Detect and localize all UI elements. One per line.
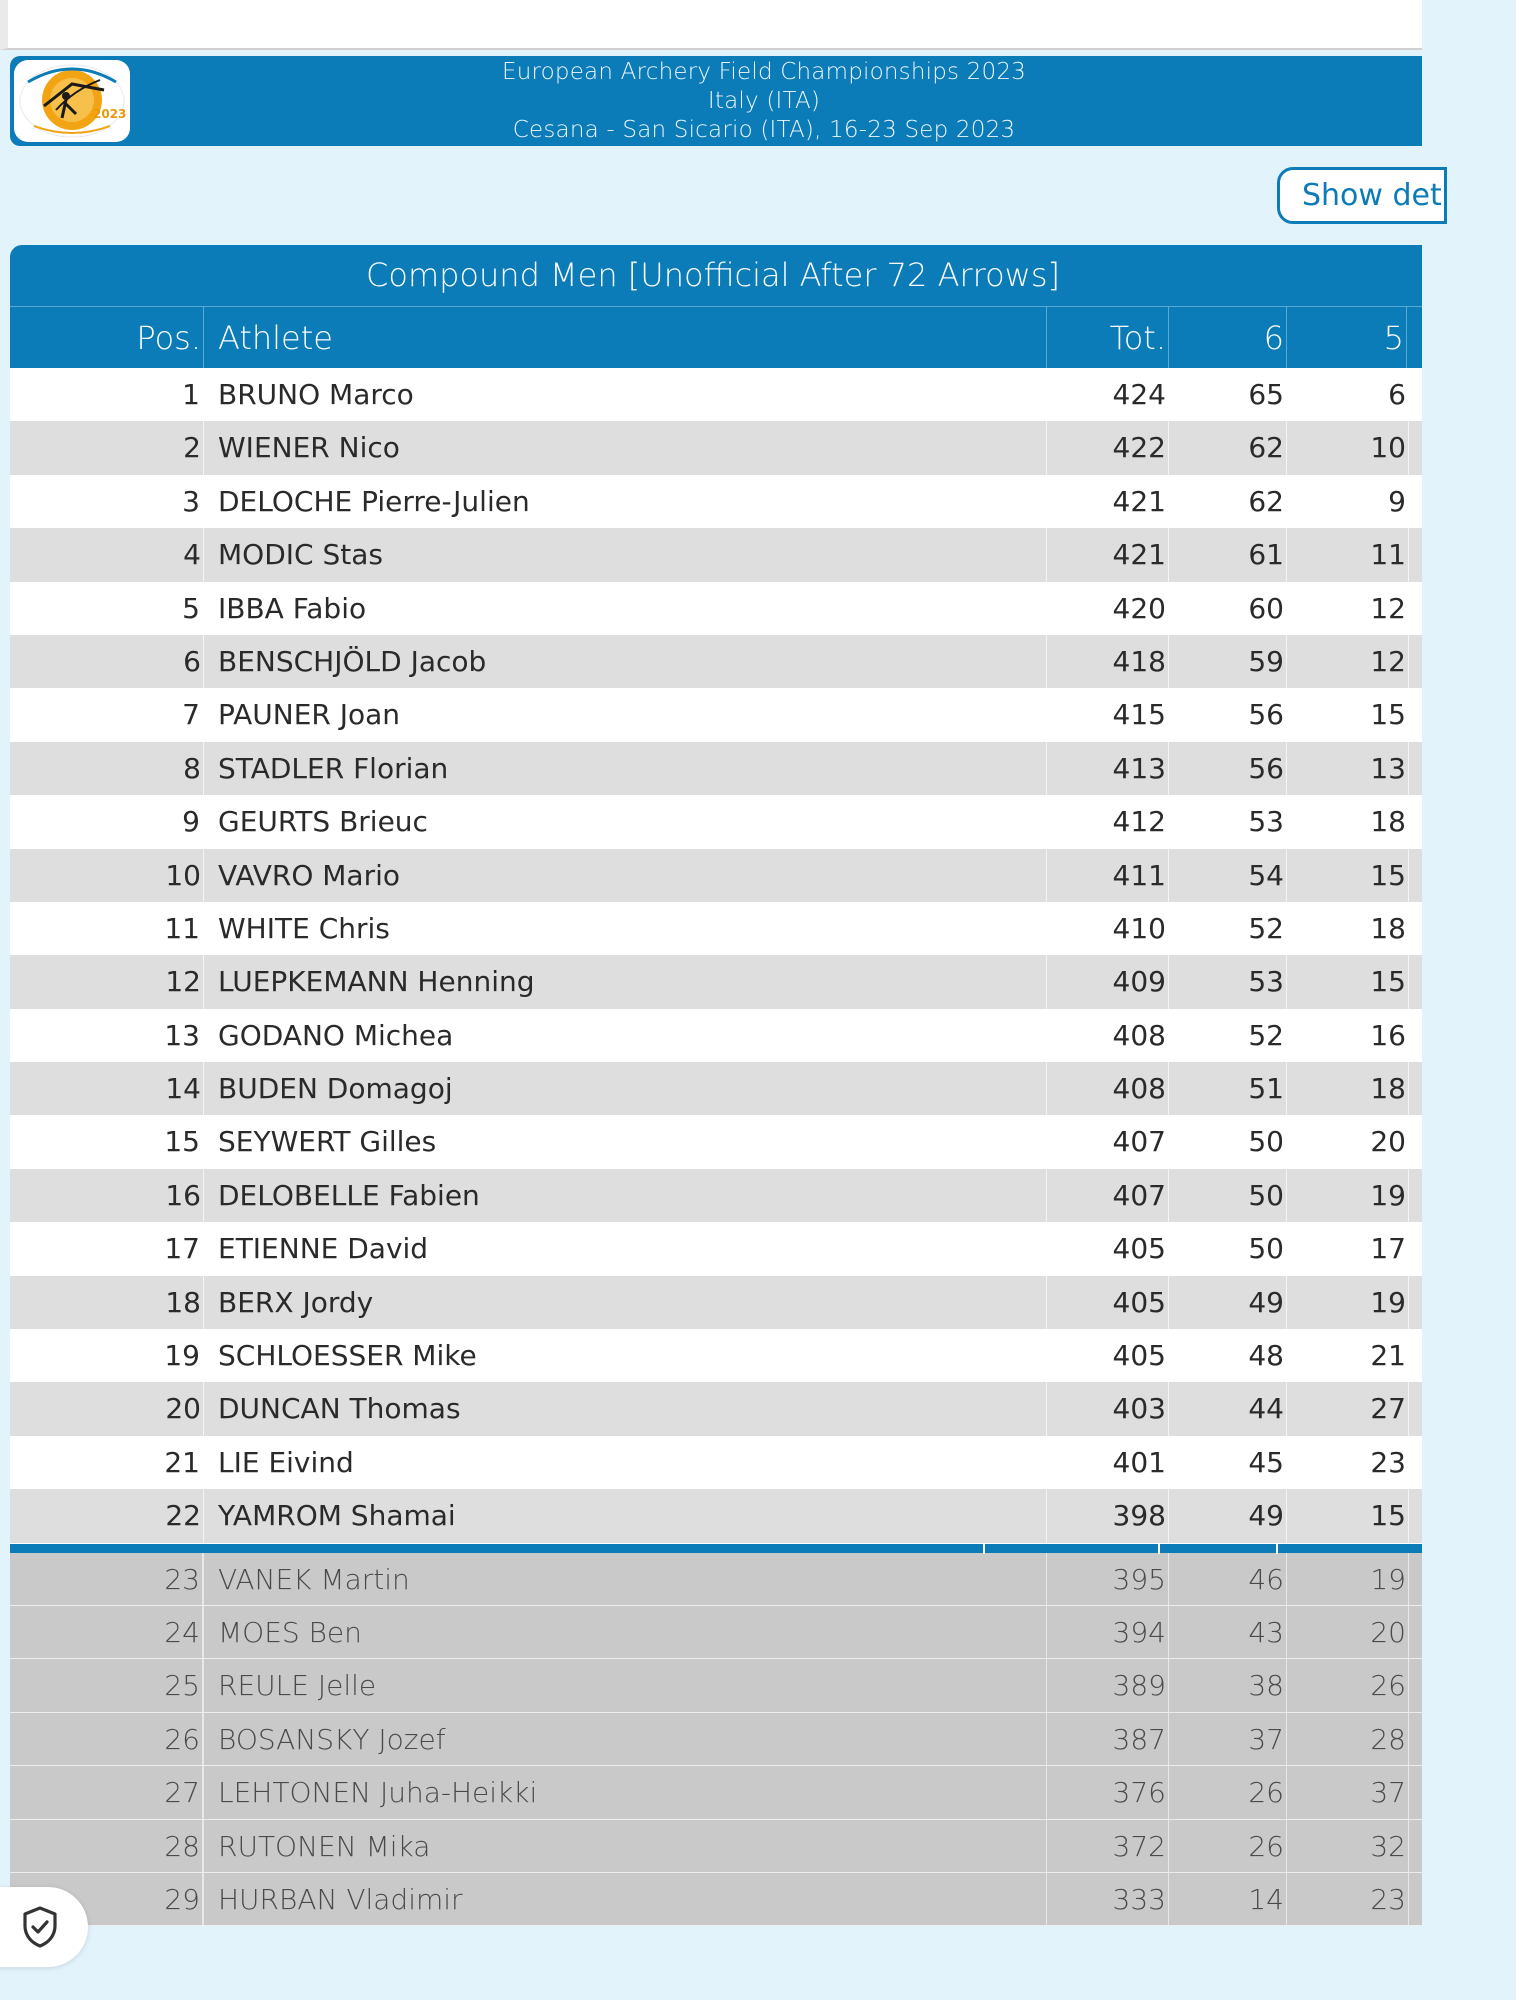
cell-total: 415 [1047, 688, 1169, 741]
event-venue: Cesana - San Sicario (ITA), 16-23 Sep 2023 [512, 116, 1016, 143]
cell-athlete: BOSANSKY Jozef [204, 1713, 1047, 1765]
cell-total: 407 [1047, 1115, 1169, 1168]
cell-sixes: 38 [1169, 1659, 1287, 1711]
table-row[interactable] [10, 688, 1422, 741]
cell-total: 403 [1047, 1382, 1169, 1435]
cell-total: 412 [1047, 795, 1169, 848]
table-row[interactable] [10, 1222, 1422, 1275]
cut-line-divider [10, 1543, 1422, 1553]
table-row[interactable] [10, 1766, 1422, 1819]
table-row[interactable] [10, 582, 1422, 635]
table-row[interactable] [10, 955, 1422, 1008]
cell-pos: 18 [10, 1276, 204, 1329]
cell-total: 389 [1047, 1659, 1169, 1711]
col-header-fives[interactable]: 5 [1287, 307, 1407, 368]
cell-sixes: 49 [1169, 1489, 1287, 1542]
cell-fives: 6 [1287, 368, 1409, 421]
table-row[interactable] [10, 1009, 1422, 1062]
cell-fives: 15 [1287, 955, 1409, 1008]
cell-sixes: 65 [1169, 368, 1287, 421]
cell-athlete: VAVRO Mario [204, 849, 1047, 902]
table-row[interactable] [10, 1820, 1422, 1873]
table-row[interactable] [10, 1276, 1422, 1329]
eliminated-rows [10, 1553, 1422, 1927]
cell-sixes: 50 [1169, 1115, 1287, 1168]
table-row[interactable] [10, 1873, 1422, 1926]
table-row[interactable] [10, 902, 1422, 955]
cell-total: 395 [1047, 1553, 1169, 1605]
cell-pos: 17 [10, 1222, 204, 1275]
cell-fives: 23 [1287, 1873, 1409, 1925]
cell-total: 405 [1047, 1222, 1169, 1275]
table-row[interactable] [10, 1606, 1422, 1659]
shield-check-icon [20, 1905, 60, 1949]
cell-pos: 11 [10, 902, 204, 955]
cell-sixes: 14 [1169, 1873, 1287, 1925]
cell-athlete: BENSCHJÖLD Jacob [204, 635, 1047, 688]
cell-pos: 25 [10, 1659, 204, 1711]
cell-pos: 5 [10, 582, 204, 635]
cell-sixes: 43 [1169, 1606, 1287, 1658]
top-bar [0, 0, 1422, 50]
cell-fives: 26 [1287, 1659, 1409, 1711]
cell-fives: 32 [1287, 1820, 1409, 1872]
table-row[interactable] [10, 528, 1422, 581]
cell-total: 398 [1047, 1489, 1169, 1542]
table-row[interactable] [10, 1329, 1422, 1382]
cell-athlete: BERX Jordy [204, 1276, 1047, 1329]
cell-pos: 22 [10, 1489, 204, 1542]
event-logo[interactable] [14, 60, 130, 142]
cell-sixes: 48 [1169, 1329, 1287, 1382]
cell-total: 401 [1047, 1436, 1169, 1489]
cell-athlete: IBBA Fabio [204, 582, 1047, 635]
cell-fives: 12 [1287, 635, 1409, 688]
event-country: Italy (ITA) [707, 87, 821, 114]
cell-sixes: 37 [1169, 1713, 1287, 1765]
table-row[interactable] [10, 1489, 1422, 1542]
table-row[interactable] [10, 1062, 1422, 1115]
results-table [10, 245, 1422, 1926]
col-header-total[interactable]: Tot. [1047, 307, 1169, 368]
cell-sixes: 53 [1169, 955, 1287, 1008]
cell-sixes: 61 [1169, 528, 1287, 581]
cell-total: 409 [1047, 955, 1169, 1008]
cell-total: 421 [1047, 475, 1169, 528]
table-row[interactable] [10, 1553, 1422, 1606]
svg-text:2023: 2023 [93, 107, 127, 121]
show-details-button[interactable]: Show det [1277, 167, 1447, 224]
cell-total: 376 [1047, 1766, 1169, 1818]
table-row[interactable] [10, 1169, 1422, 1222]
cell-pos: 1 [10, 368, 204, 421]
table-row[interactable] [10, 1659, 1422, 1712]
cell-fives: 23 [1287, 1436, 1409, 1489]
cell-fives: 19 [1287, 1169, 1409, 1222]
cell-total: 421 [1047, 528, 1169, 581]
table-row[interactable] [10, 475, 1422, 528]
cell-sixes: 62 [1169, 475, 1287, 528]
cell-athlete: GEURTS Brieuc [204, 795, 1047, 848]
cell-athlete: LEHTONEN Juha-Heikki [204, 1766, 1047, 1818]
cell-fives: 20 [1287, 1115, 1409, 1168]
cell-pos: 19 [10, 1329, 204, 1382]
cell-fives: 17 [1287, 1222, 1409, 1275]
cell-fives: 27 [1287, 1382, 1409, 1435]
cell-total: 394 [1047, 1606, 1169, 1658]
cell-athlete: MOES Ben [204, 1606, 1047, 1658]
table-row[interactable] [10, 742, 1422, 795]
privacy-shield-button[interactable] [0, 1887, 88, 1967]
cell-total: 408 [1047, 1062, 1169, 1115]
cell-athlete: SCHLOESSER Mike [204, 1329, 1047, 1382]
cell-fives: 37 [1287, 1766, 1409, 1818]
cell-total: 408 [1047, 1009, 1169, 1062]
table-row[interactable] [10, 368, 1422, 421]
cell-athlete: VANEK Martin [204, 1553, 1047, 1605]
cell-pos: 15 [10, 1115, 204, 1168]
cell-total: 422 [1047, 421, 1169, 474]
cell-pos: 21 [10, 1436, 204, 1489]
cell-athlete: WHITE Chris [204, 902, 1047, 955]
table-row[interactable] [10, 635, 1422, 688]
cell-sixes: 59 [1169, 635, 1287, 688]
cell-total: 372 [1047, 1820, 1169, 1872]
cell-sixes: 62 [1169, 421, 1287, 474]
cell-athlete: STADLER Florian [204, 742, 1047, 795]
cell-athlete: DUNCAN Thomas [204, 1382, 1047, 1435]
col-header-sixes[interactable]: 6 [1169, 307, 1287, 368]
cell-athlete: PAUNER Joan [204, 688, 1047, 741]
cell-athlete: DELOBELLE Fabien [204, 1169, 1047, 1222]
cell-fives: 18 [1287, 902, 1409, 955]
cell-fives: 16 [1287, 1009, 1409, 1062]
cell-total: 387 [1047, 1713, 1169, 1765]
cell-fives: 9 [1287, 475, 1409, 528]
cell-pos: 29 [10, 1873, 204, 1925]
cell-sixes: 56 [1169, 742, 1287, 795]
cell-fives: 15 [1287, 1489, 1409, 1542]
cell-pos: 20 [10, 1382, 204, 1435]
table-row[interactable] [10, 1115, 1422, 1168]
cell-sixes: 26 [1169, 1766, 1287, 1818]
cell-pos: 14 [10, 1062, 204, 1115]
cell-athlete: MODIC Stas [204, 528, 1047, 581]
cell-fives: 21 [1287, 1329, 1409, 1382]
cell-total: 418 [1047, 635, 1169, 688]
cell-athlete: HURBAN Vladimir [204, 1873, 1047, 1925]
table-title: Compound Men [Unofficial After 72 Arrows] [10, 245, 1422, 306]
cell-fives: 15 [1287, 688, 1409, 741]
cell-pos: 13 [10, 1009, 204, 1062]
qualified-rows [10, 368, 1422, 1543]
cell-sixes: 60 [1169, 582, 1287, 635]
cell-sixes: 56 [1169, 688, 1287, 741]
cell-total: 333 [1047, 1873, 1169, 1925]
event-info [144, 56, 1384, 146]
cell-athlete: REULE Jelle [204, 1659, 1047, 1711]
table-row[interactable] [10, 849, 1422, 902]
col-header-athlete[interactable]: Athlete [204, 307, 1047, 368]
cell-sixes: 45 [1169, 1436, 1287, 1489]
cell-fives: 19 [1287, 1553, 1409, 1605]
cell-fives: 15 [1287, 849, 1409, 902]
cell-pos: 10 [10, 849, 204, 902]
table-row[interactable] [10, 795, 1422, 848]
cell-athlete: BRUNO Marco [204, 368, 1047, 421]
cell-sixes: 50 [1169, 1169, 1287, 1222]
cell-fives: 11 [1287, 528, 1409, 581]
cell-pos: 26 [10, 1713, 204, 1765]
cell-athlete: LIE Eivind [204, 1436, 1047, 1489]
cell-sixes: 50 [1169, 1222, 1287, 1275]
cell-pos: 6 [10, 635, 204, 688]
cell-sixes: 49 [1169, 1276, 1287, 1329]
table-row[interactable] [10, 1713, 1422, 1766]
cell-pos: 3 [10, 475, 204, 528]
cell-total: 407 [1047, 1169, 1169, 1222]
cell-total: 424 [1047, 368, 1169, 421]
cell-athlete: WIENER Nico [204, 421, 1047, 474]
cell-pos: 24 [10, 1606, 204, 1658]
cell-pos: 27 [10, 1766, 204, 1818]
cell-sixes: 46 [1169, 1553, 1287, 1605]
col-header-pos[interactable]: Pos. [10, 307, 204, 368]
cell-athlete: ETIENNE David [204, 1222, 1047, 1275]
cell-total: 413 [1047, 742, 1169, 795]
cell-pos: 8 [10, 742, 204, 795]
cell-sixes: 53 [1169, 795, 1287, 848]
cell-athlete: YAMROM Shamai [204, 1489, 1047, 1542]
cell-total: 410 [1047, 902, 1169, 955]
cell-fives: 10 [1287, 421, 1409, 474]
cell-fives: 18 [1287, 795, 1409, 848]
cell-fives: 19 [1287, 1276, 1409, 1329]
table-row[interactable] [10, 421, 1422, 474]
cell-athlete: SEYWERT Gilles [204, 1115, 1047, 1168]
cell-sixes: 51 [1169, 1062, 1287, 1115]
cell-athlete: DELOCHE Pierre-Julien [204, 475, 1047, 528]
cell-fives: 28 [1287, 1713, 1409, 1765]
cell-pos: 12 [10, 955, 204, 1008]
table-row[interactable] [10, 1382, 1422, 1435]
cell-pos: 4 [10, 528, 204, 581]
cell-sixes: 54 [1169, 849, 1287, 902]
cell-fives: 18 [1287, 1062, 1409, 1115]
cell-sixes: 26 [1169, 1820, 1287, 1872]
cell-pos: 2 [10, 421, 204, 474]
cell-pos: 28 [10, 1820, 204, 1872]
cell-sixes: 52 [1169, 1009, 1287, 1062]
cell-athlete: LUEPKEMANN Henning [204, 955, 1047, 1008]
table-row[interactable] [10, 1436, 1422, 1489]
cell-sixes: 44 [1169, 1382, 1287, 1435]
cell-total: 420 [1047, 582, 1169, 635]
cell-fives: 12 [1287, 582, 1409, 635]
event-name: European Archery Field Championships 2023 [501, 58, 1027, 85]
cell-athlete: RUTONEN Mika [204, 1820, 1047, 1872]
cell-fives: 13 [1287, 742, 1409, 795]
table-header [10, 306, 1422, 368]
cell-pos: 9 [10, 795, 204, 848]
cell-sixes: 52 [1169, 902, 1287, 955]
cell-athlete: GODANO Michea [204, 1009, 1047, 1062]
cell-athlete: BUDEN Domagoj [204, 1062, 1047, 1115]
cell-total: 411 [1047, 849, 1169, 902]
cell-pos: 16 [10, 1169, 204, 1222]
cell-pos: 7 [10, 688, 204, 741]
cell-total: 405 [1047, 1329, 1169, 1382]
event-header [10, 56, 1422, 146]
cell-fives: 20 [1287, 1606, 1409, 1658]
cell-total: 405 [1047, 1276, 1169, 1329]
cell-pos: 23 [10, 1553, 204, 1605]
archer-logo-icon [14, 60, 130, 142]
